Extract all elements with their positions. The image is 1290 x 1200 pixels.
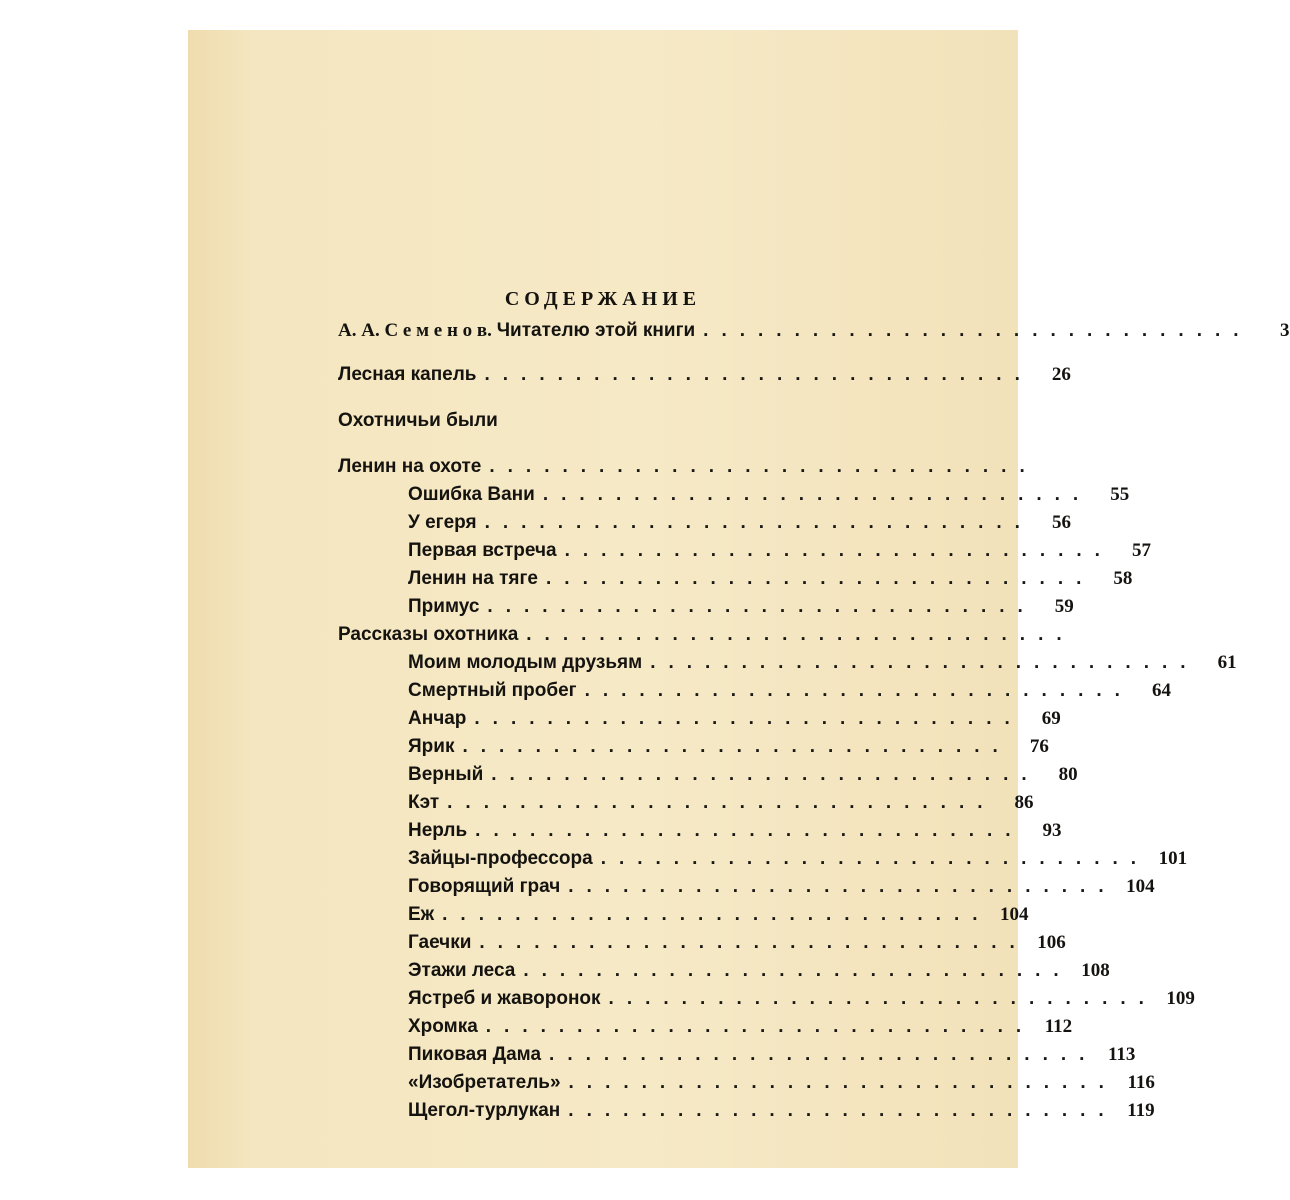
toc-entry-title — [408, 680, 577, 702]
toc-entry-page-number: 59 — [1054, 596, 1074, 617]
toc-entry — [408, 904, 1029, 932]
toc-entry-text: Читателю этой книги — [496, 320, 696, 341]
toc-entry-page-number: 104 — [1000, 904, 1029, 925]
dot-leader: .............................. — [608, 988, 1157, 1009]
toc-entry-text: Еж — [408, 904, 435, 925]
toc-entry — [408, 848, 1188, 876]
toc-entry-title — [408, 792, 439, 814]
toc-entry-page-number: 116 — [1127, 1072, 1155, 1093]
toc-entry-text: Говорящий грач — [408, 876, 561, 897]
toc-entry-title — [408, 1100, 560, 1122]
toc-entry-title — [408, 540, 557, 562]
toc-entry-text: Ленин на тяге — [408, 568, 539, 589]
toc-entry — [408, 764, 1078, 792]
toc-entry-text: Анчар — [408, 708, 467, 729]
dot-leader: .............................. — [703, 320, 1252, 341]
toc-entry — [338, 410, 908, 438]
toc-entry-page-number: 58 — [1113, 568, 1133, 589]
toc-entry — [408, 820, 1062, 848]
toc-entry-page-number: 64 — [1151, 680, 1171, 701]
toc-entry-title — [408, 596, 479, 618]
dot-leader: .............................. — [484, 364, 1033, 385]
dot-leader: .............................. — [474, 708, 1023, 729]
toc-entry-text: Охотничьи были — [338, 410, 498, 431]
toc-entry-text: Хромка — [408, 1016, 478, 1037]
toc-entry — [408, 708, 1061, 736]
toc-entry-page-number: 80 — [1058, 764, 1078, 785]
toc-entry — [408, 988, 1195, 1016]
dot-leader: .............................. — [600, 848, 1150, 869]
toc-entry-text: Нерль — [408, 820, 468, 841]
dot-leader: .............................. — [568, 1100, 1117, 1121]
toc-entry-page-number: 26 — [1051, 364, 1071, 385]
toc-entry-title — [408, 904, 434, 926]
toc-entry — [408, 680, 1171, 708]
toc-entry-text: Этажи леса — [408, 960, 516, 981]
toc-entry-text: Ленин на охоте — [338, 456, 482, 477]
dot-leader: .............................. — [568, 1072, 1117, 1093]
dot-leader: .............................. — [484, 512, 1033, 533]
toc-entry-page-number: 76 — [1029, 736, 1049, 757]
toc-entry-text: Рассказы охотника — [338, 624, 519, 645]
toc-entry-title — [408, 960, 515, 982]
toc-entry-text: Ястреб и жаворонок — [408, 988, 601, 1009]
dot-leader: .............................. — [564, 540, 1113, 561]
toc-entry-page-number: 112 — [1044, 1016, 1073, 1037]
toc-entry-text: Гаечки — [408, 932, 472, 953]
dot-leader: .............................. — [462, 736, 1011, 757]
toc-entry — [408, 1044, 1136, 1072]
toc-entry-text: Щегол-турлукан — [408, 1100, 561, 1121]
toc-entry — [338, 624, 1075, 652]
toc-entry-title — [408, 848, 593, 870]
dot-leader: .............................. — [447, 792, 996, 813]
toc-entry-text: Пиковая Дама — [408, 1044, 542, 1065]
toc-entry-title — [408, 876, 560, 898]
toc-entry-title — [408, 736, 454, 758]
dot-leader: .............................. — [485, 1016, 1035, 1037]
toc-entry — [408, 1100, 1155, 1128]
toc-entry-text: Лесная капель — [338, 364, 477, 385]
toc-entry — [408, 1072, 1155, 1100]
toc-entry-text: Моим молодым друзьям — [408, 652, 643, 673]
dot-leader: .............................. — [491, 764, 1040, 785]
dot-leader: .............................. — [523, 960, 1072, 981]
toc-entry-page-number: 93 — [1042, 820, 1062, 841]
dot-leader: .............................. — [487, 596, 1036, 617]
toc-entry — [408, 512, 1071, 540]
dot-leader: .............................. — [650, 652, 1199, 673]
toc-entry-text: Примус — [408, 596, 480, 617]
toc-entry-page-number: 61 — [1217, 652, 1237, 673]
toc-entry-text: Смертный пробег — [408, 680, 577, 701]
toc-entry — [408, 792, 1034, 820]
toc-entry-title — [338, 456, 481, 478]
toc-entry-page-number: 69 — [1041, 708, 1061, 729]
dot-leader: .............................. — [549, 1044, 1098, 1065]
toc-entry-text: Зайцы-профессора — [408, 848, 593, 869]
dot-leader: .............................. — [568, 876, 1117, 897]
toc-entry-page-number: 106 — [1037, 932, 1066, 953]
toc-entry — [408, 1016, 1073, 1044]
toc-entry-page-number: 119 — [1127, 1100, 1155, 1121]
toc-entry — [408, 736, 1049, 764]
toc-entry-title — [408, 820, 467, 842]
dot-leader: .............................. — [546, 568, 1095, 589]
book-page — [188, 30, 1290, 1168]
toc-entry-page-number: 113 — [1107, 1044, 1136, 1065]
dot-leader: .............................. — [479, 932, 1028, 953]
toc-entry-title — [338, 624, 518, 646]
toc-entry — [408, 568, 1133, 596]
toc-entry — [338, 456, 1038, 484]
toc-entry-text: Первая встреча — [408, 540, 557, 561]
toc-entry-title — [338, 410, 498, 432]
toc-entry-text: Верный — [408, 764, 484, 785]
toc-entry-title — [408, 708, 466, 730]
toc-entry — [408, 652, 1237, 680]
toc-entry-text: Ярик — [408, 736, 455, 757]
toc-entry-page-number: 101 — [1158, 848, 1188, 869]
dot-leader: .............................. — [475, 820, 1024, 841]
toc-entry-title — [408, 932, 471, 954]
toc-entry-title — [408, 484, 535, 506]
toc-entry-title — [408, 1072, 561, 1094]
toc-entry — [408, 932, 1066, 960]
toc-entry-page-number: 56 — [1051, 512, 1071, 533]
toc-entry — [408, 540, 1151, 568]
toc-entry-title — [408, 512, 477, 534]
toc-entry-title — [338, 364, 477, 386]
toc-entry-title — [408, 988, 601, 1010]
dot-leader: .............................. — [526, 624, 1075, 645]
toc-entry-title — [408, 764, 483, 786]
dot-leader: .............................. — [442, 904, 991, 925]
toc-entry — [408, 960, 1110, 988]
toc-entry-text: У егеря — [408, 512, 477, 533]
toc-entry-text: Кэт — [408, 792, 440, 813]
toc-entry-title — [408, 652, 642, 674]
toc-entry-title — [408, 1044, 541, 1066]
toc-entry — [408, 596, 1074, 624]
toc-entry-page-number: 108 — [1081, 960, 1110, 981]
toc-entry — [338, 364, 1071, 392]
toc-entry — [408, 484, 1130, 512]
dot-leader: .............................. — [584, 680, 1133, 701]
toc-entry-page-number: 104 — [1126, 876, 1155, 897]
toc-entry-title — [408, 568, 538, 590]
toc-entry-page-number: 57 — [1131, 540, 1151, 561]
toc-entry-page-number: 109 — [1166, 988, 1195, 1009]
toc-entry-page-number: 3 — [1280, 320, 1290, 341]
dot-leader: .............................. — [489, 456, 1038, 477]
toc-entry-title — [408, 1016, 478, 1038]
toc-entry-text: Ошибка Вани — [408, 484, 535, 505]
toc-entry-page-number: 55 — [1110, 484, 1130, 505]
toc-entry-page-number: 86 — [1014, 792, 1034, 813]
page-title: СОДЕРЖАНИЕ — [504, 288, 702, 310]
toc-entry-title — [338, 320, 695, 342]
toc-entry — [408, 876, 1155, 904]
toc-entry — [338, 320, 1290, 348]
toc-entry-text: «Изобретатель» — [408, 1072, 561, 1093]
dot-leader: .............................. — [542, 484, 1092, 505]
toc-entry-author: А. А. С е м е н о в. — [338, 320, 497, 341]
